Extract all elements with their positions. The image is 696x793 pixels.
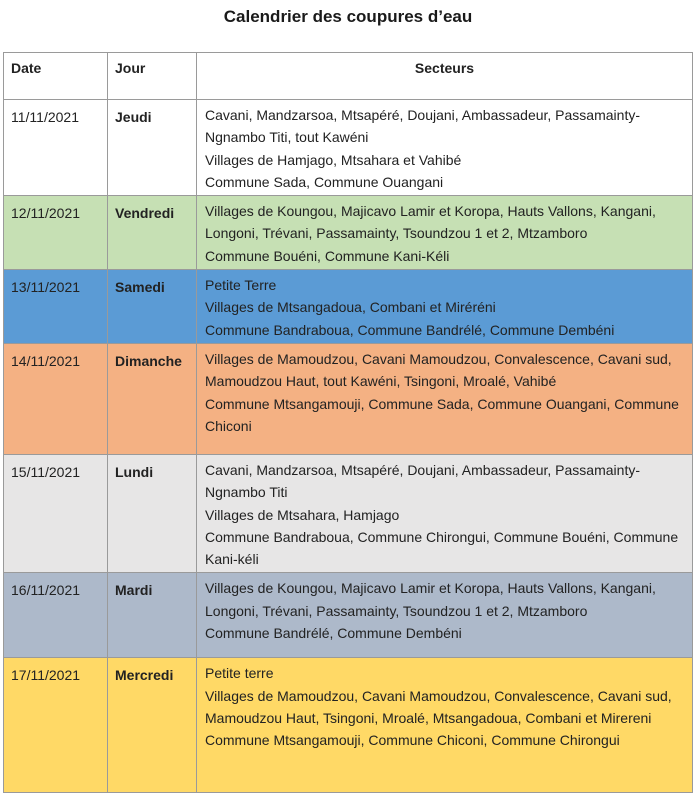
cell-secteurs [197,100,693,196]
secteur-line: Cavani, Mandzarsoa, Mtsapéré, Doujani, Ambassadeur, Passamainty-Ngnambo Titi [205,461,640,501]
cell-date: 13/11/2021 [4,270,108,344]
cell-secteurs [197,196,693,270]
secteur-line: Commune Mtsangamouji, Commune Chiconi, Commune Chirongui [205,732,620,749]
cell-secteurs [197,343,693,454]
secteur-line: Petite terre [205,665,274,682]
table-row [4,100,693,196]
secteur-line: Villages de Koungou, Majicavo Lamir et Koropa, Hauts Vallons, Kangani, Longoni, Trévani, Passamainty, Tsoundzou 1 et 2, Mtzamboro [205,203,660,242]
secteur-line: Villages de Mamoudzou, Cavani Mamoudzou, Convalescence, Cavani sud, Mamoudzou Haut, tout Kawéni, Tsingoni, Mroalé, Vahibé [205,350,676,390]
cell-jour: Vendredi [108,196,197,270]
cell-jour: Mardi [108,573,197,658]
secteur-line: Villages de Mtsahara, Hamjago [205,506,400,523]
cell-secteurs [197,658,693,793]
table-row [4,454,693,572]
table-row [4,343,693,454]
table-row [4,270,693,344]
header-secteurs: Secteurs [197,53,693,100]
cell-secteurs [197,270,693,344]
secteur-line: Villages de Hamjago, Mtsahara et Vahibé [205,151,462,168]
secteur-line: Cavani, Mandzarsoa, Mtsapéré, Doujani, Ambassadeur, Passamainty-Ngnambo Titi, tout Kawéni [205,107,640,146]
schedule-table [3,52,693,793]
cell-jour: Jeudi [108,100,197,196]
table-row [4,658,693,793]
header-date: Date [4,53,108,100]
secteur-line: Commune Sada, Commune Ouangani [205,173,444,190]
secteur-line: Commune Bandraboua, Commune Chirongui, Commune Bouéni, Commune Kani-kéli [205,528,683,568]
secteur-line: Commune Bandraboua, Commune Bandrélé, Commune Dembéni [205,321,615,338]
cell-jour: Dimanche [108,343,197,454]
cell-date: 17/11/2021 [4,658,108,793]
secteur-line: Commune Mtsangamouji, Commune Sada, Commune Ouangani, Commune Chiconi [205,395,683,434]
page-title: Calendrier des coupures d’eau [223,7,473,26]
secteur-line: Commune Bouéni, Commune Kani-Kéli [205,247,450,264]
table-row [4,573,693,658]
secteur-line: Villages de Koungou, Majicavo Lamir et Koropa, Hauts Vallons, Kangani, Longoni, Trévani, Passamainty, Tsoundzou 1 et 2, Mtzamboro [205,580,660,619]
cell-date: 12/11/2021 [4,196,108,270]
cell-date: 11/11/2021 [4,100,108,196]
cell-date: 16/11/2021 [4,573,108,658]
header-row [4,53,693,100]
cell-jour: Lundi [108,454,197,572]
cell-date: 14/11/2021 [4,343,108,454]
cell-jour: Samedi [108,270,197,344]
cell-secteurs [197,454,693,572]
secteur-line: Villages de Mamoudzou, Cavani Mamoudzou, Convalescence, Cavani sud, Mamoudzou Haut, Tsingoni, Mroalé, Mtsangadoua, Combani et Mirereni [205,687,676,727]
header-jour: Jour [108,53,197,100]
secteur-line: Villages de Mtsangadoua, Combani et Miréréni [205,299,496,316]
secteur-line: Commune Bandrélé, Commune Dembéni [205,625,462,642]
secteur-line: Petite Terre [205,277,277,294]
cell-date: 15/11/2021 [4,454,108,572]
cell-jour: Mercredi [108,658,197,793]
cell-secteurs [197,573,693,658]
table-row [4,196,693,270]
